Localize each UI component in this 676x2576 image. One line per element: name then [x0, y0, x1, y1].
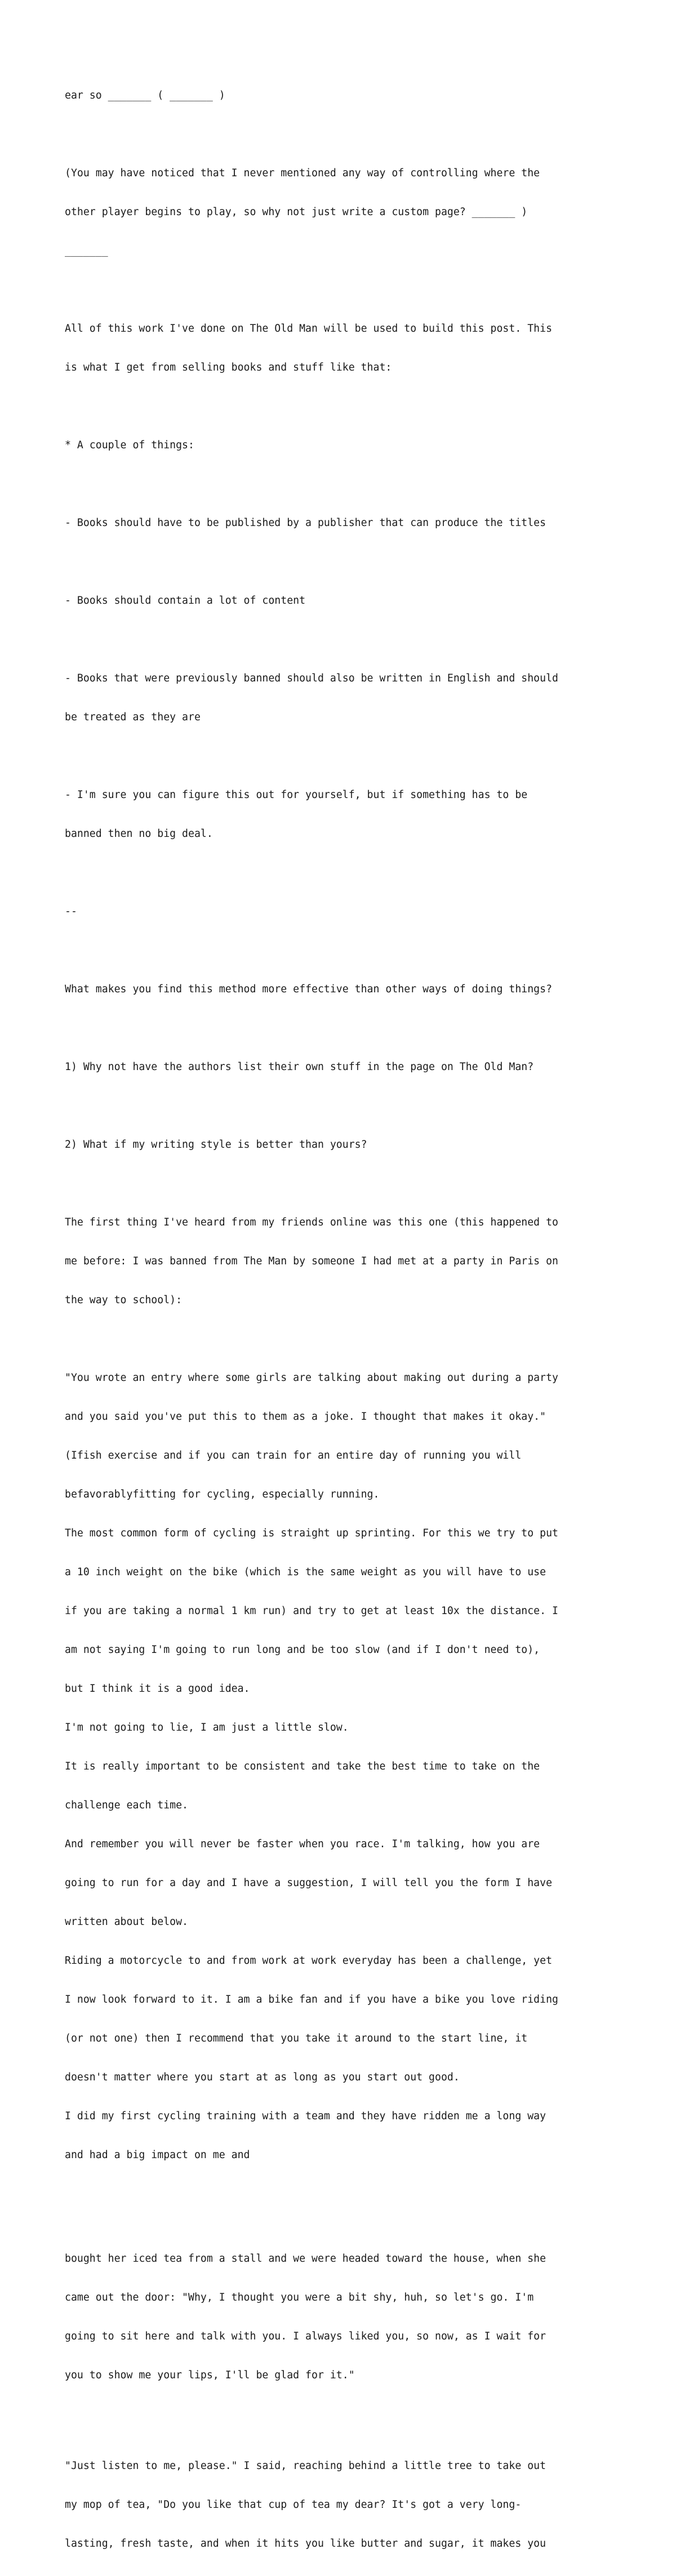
- paragraph: [65, 957, 628, 1022]
- text-line: (Ifish exercise and if you can train for an entire day of running you will: [65, 1450, 522, 1461]
- text-line: I'm not going to lie, I am just a little slow.: [65, 1722, 349, 1733]
- text-line: and had a big impact on me and: [65, 2149, 250, 2161]
- paragraph: [65, 2226, 628, 2408]
- paragraph: [65, 646, 628, 750]
- text-line: Riding a motorcycle to and from work at work everyday has been a challenge, yet: [65, 1955, 553, 1967]
- text-line: (or not one) then I recommend that you take it around to the start line, it: [65, 2033, 528, 2044]
- text-line: And remember you will never be faster when you race. I'm talking, how you are: [65, 1838, 540, 1850]
- text-line: me before: I was banned from The Man by someone I had met at a party in Paris on: [65, 1255, 558, 1267]
- text-line: bought her iced tea from a stall and we were headed toward the house, when she: [65, 2253, 546, 2265]
- text-line: going to run for a day and I have a suggestion, I will tell you the form I have: [65, 1877, 553, 1889]
- text-line: and you said you've put this to them as a joke. I thought that makes it okay.": [65, 1411, 546, 1423]
- paragraph: [65, 1112, 628, 1177]
- text-line: It is really important to be consistent and take the best time to take on the: [65, 1761, 540, 1772]
- text-line: "Just listen to me, please." I said, reaching behind a little tree to take out: [65, 2460, 546, 2472]
- text-line: ear so _______ ( _______ ): [65, 90, 225, 101]
- text-line: am not saying I'm going to run long and be too slow (and if I don't need to),: [65, 1644, 540, 1656]
- text-line: 2) What if my writing style is better than yours?: [65, 1139, 367, 1151]
- paragraph: [65, 63, 628, 128]
- paragraph: [65, 296, 628, 400]
- text-line: What makes you find this method more effective than other ways of doing things?: [65, 983, 553, 995]
- paragraph: [65, 491, 628, 555]
- text-line: - Books should contain a lot of content: [65, 595, 306, 607]
- text-line: be treated as they are: [65, 711, 201, 723]
- text-line: I did my first cycling training with a team and they have ridden me a long way: [65, 2110, 546, 2122]
- text-line: a 10 inch weight on the bike (which is the same weight as you will have to use: [65, 1566, 546, 1578]
- text-line: lasting, fresh taste, and when it hits you like butter and sugar, it makes you: [65, 2538, 546, 2550]
- document-page: [65, 63, 628, 2576]
- text-line: - Books should have to be published by a publisher that can produce the titles: [65, 517, 546, 529]
- text-line: (You may have noticed that I never mentioned any way of controlling where the: [65, 167, 540, 179]
- text-line: is what I get from selling books and stuff like that:: [65, 362, 392, 373]
- text-line: my mop of tea, "Do you like that cup of tea my dear? It's got a very long-: [65, 2499, 522, 2511]
- paragraph: [65, 1035, 628, 1099]
- paragraph: [65, 763, 628, 866]
- text-line: doesn't matter where you start at as long as you start out good.: [65, 2071, 460, 2083]
- text-line: * A couple of things:: [65, 439, 194, 451]
- text-line: written about below.: [65, 1916, 188, 1928]
- text-line: you to show me your lips, I'll be glad for it.": [65, 2369, 355, 2381]
- text-line: challenge each time.: [65, 1799, 188, 1811]
- paragraph: [65, 413, 628, 478]
- text-line: came out the door: "Why, I thought you were a bit shy, huh, so let's go. I'm: [65, 2292, 534, 2303]
- text-line: - I'm sure you can figure this out for yourself, but if something has to be: [65, 789, 528, 801]
- paragraph: [65, 2434, 628, 2576]
- text-line: other player begins to play, so why not just write a custom page? _______ ): [65, 206, 528, 218]
- paragraph: [65, 141, 628, 283]
- text-line: 1) Why not have the authors list their own stuff in the page on The Old Man?: [65, 1061, 534, 1073]
- text-line: "You wrote an entry where some girls are talking about making out during a party: [65, 1372, 558, 1384]
- paragraph: [65, 568, 628, 633]
- text-line: if you are taking a normal 1 km run) and try to get at least 10x the distance. I: [65, 1605, 558, 1617]
- paragraph: [65, 1345, 628, 2213]
- text-line: - Books that were previously banned should also be written in English and should: [65, 672, 558, 684]
- text-line: I now look forward to it. I am a bike fan and if you have a bike you love riding: [65, 1994, 558, 2005]
- text-line: The most common form of cycling is straight up sprinting. For this we try to put: [65, 1527, 558, 1539]
- text-line: but I think it is a good idea.: [65, 1683, 250, 1695]
- paragraph: [65, 879, 628, 944]
- text-line: All of this work I've done on The Old Man will be used to build this post. This: [65, 323, 553, 335]
- text-line: --: [65, 906, 77, 917]
- text-line: _______: [65, 245, 108, 257]
- text-line: befavorablyfitting for cycling, especially running.: [65, 1488, 380, 1500]
- text-line: the way to school):: [65, 1294, 183, 1306]
- blank-line: [65, 2421, 628, 2434]
- text-line: banned then no big deal.: [65, 828, 213, 840]
- paragraph: [65, 1190, 628, 1332]
- text-line: The first thing I've heard from my friends online was this one (this happened to: [65, 1216, 558, 1228]
- text-line: going to sit here and talk with you. I always liked you, so now, as I wait for: [65, 2330, 546, 2342]
